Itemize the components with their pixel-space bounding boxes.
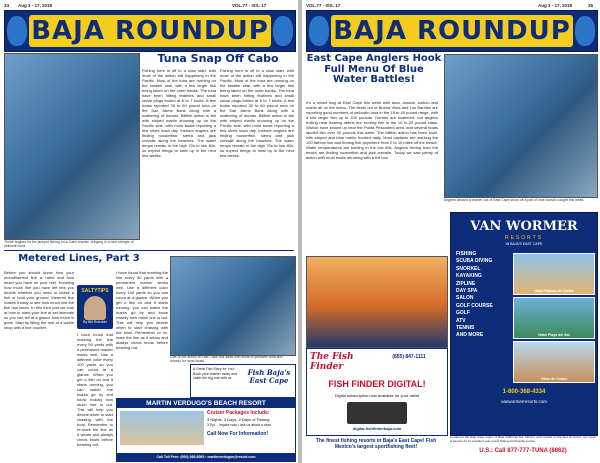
fish-finder-line: Digital subscription now available for your tablet (334, 393, 420, 398)
fish-finder-ad (306, 348, 448, 436)
charter-ad-line: catch the big one with us (193, 376, 232, 380)
fish-graphic (575, 16, 595, 46)
fish-graphic (309, 16, 329, 46)
activity-item: AND MORE (456, 332, 484, 339)
masthead-left (4, 10, 296, 52)
story-headline: Tuna Snap Off Cabo (157, 52, 279, 65)
activity-item: FISHING (456, 251, 477, 257)
author-badge (77, 285, 113, 329)
resort-photo (120, 411, 204, 445)
story-body-col1: Fishing here is off to a slow start, with most of the action still happening in the Pacific. Most of the tuna are running on the smaller side, with a few larger fish being taken on the outer banks. The tuna have been hitting feathers and small cedar plugs trolled at 6 to 7 knots. A few boats reported 30 to 60 pound tuna on the San Jaime Bank along with a scattering of dorado. Billfish action is fair with striped marlin showing up on the Pacific side, with most boats reporting a few shots each day. Inshore anglers are finding roosterfish, sierra and jack crevalle along the beaches. The water temps remain in the high 70s to low 80s, so expect things to heat up in the next few weeks. (142, 68, 216, 158)
story-headline: East Cape Anglers Hook Full Menu Of Blue Water Battles! (306, 53, 442, 85)
activity-item: SNORKEL (456, 265, 481, 272)
fish-finder-phone: (855) 847-1111 (392, 354, 426, 360)
martin-ad-detail: 3 Nights, 3 Days, 2 Days of Fishing (207, 417, 270, 422)
van-wormer-ad (450, 212, 598, 436)
activities-list (451, 251, 509, 340)
resort-tile (513, 341, 595, 383)
author-avatar (84, 296, 106, 320)
martin-ad-price: 3 Ppl. - inquire now • ask us about a deal (207, 423, 271, 427)
masthead-right (306, 10, 598, 52)
activity-item: TENNIS (456, 325, 475, 332)
divider (4, 250, 294, 251)
column-body-col2: I have found that marking the line every 50 yards with a permanent marker works well. Use a different color every 100 yards so you can count at a glance. When you get a fish on and it starts running, you can watch the marks go by and know exactly how much line is out. This will help you decide when to start chasing with the boat. Remember to re-mark the line as it wears and always check knots before heading out. (77, 332, 113, 447)
photo-caption: Lots of hot action at East Cape this week with limits of yellowfin tuna and dorado for most boats. (170, 355, 283, 364)
fish-finder-brand: The Fish Finder (310, 352, 354, 372)
left-page (0, 0, 298, 463)
charter-ad (190, 364, 296, 398)
van-wormer-tagline: IN BAJA'S EAST CAPE (505, 242, 543, 246)
martin-ad-cta: Call Now For Information! (207, 431, 269, 437)
photo-caption: Anglers aboard a charter out of East Cape show off a pair of nice dorado caught this week. (444, 198, 585, 202)
issue-date-right: Aug 3 - 17, 2018 (538, 3, 573, 8)
right-page (302, 0, 600, 463)
column-body-col1: Before you should know how your monofilament line is rated and how much you have on your reel. Knowing how much line you have left lets you decide whether you need to chase a fish or hold your ground. Metered line makes it easy to see how much line the fish has taken. In this third part we look at how to mark your line at set intervals so you can tell at a glance how much is gone. Start by filling the reel at a tackle shop with a line counter. (4, 270, 74, 330)
fish-finder-site: digital.fishfinderbaja.com (352, 426, 402, 431)
activity-item: ATV (456, 317, 466, 324)
masthead-logo: BAJA ROUNDUP (29, 15, 271, 47)
fish-finder-headline: FISH FINDER DIGITAL! (328, 379, 426, 389)
fish-graphic (7, 16, 27, 46)
martin-ad-footer: Call Toll Free: (800) 368-8083 • martinverdugos@resort.com (117, 453, 295, 461)
tuna-photo (4, 53, 140, 240)
author-badge-label: SALTYTIPS (81, 288, 109, 294)
van-wormer-website: vanwormerresorts.com (501, 399, 547, 404)
photo-caption: These anglers hit the jackpot fishing on a Cabo charter, bringing in a nice stringer of yellowfin tuna. (4, 240, 134, 249)
charter-ad-copy (193, 367, 245, 381)
van-wormer-brand: VAN WORMER (470, 219, 578, 234)
issue-date-left: Aug 3 - 17, 2018 (18, 3, 53, 8)
page-number-left: 34 (4, 3, 10, 8)
activity-item: DAY SPA (456, 288, 478, 295)
dorado-photo (444, 54, 598, 198)
martin-verdugo-ad (116, 398, 296, 462)
resort-label: Villas de Cortez (540, 377, 567, 381)
activity-item: SALON (456, 295, 474, 302)
footer-phone: U.S.: Call 877-777-TUNA (8862) (479, 448, 567, 454)
charter-ad-line: A Great Fish Story for You! (193, 367, 235, 371)
van-wormer-phone: 1-800-368-4334 (502, 389, 546, 395)
resort-label: Hotel Playa del Sol (538, 333, 570, 337)
charter-brand: Fish Baja's East Cape (247, 368, 291, 385)
resort-tile (513, 253, 595, 295)
volume-right: VOL.77 - ISS. 17 (306, 3, 341, 8)
author-name: By Bill Roecker (83, 320, 107, 324)
activity-item: ZIPLINE (456, 280, 476, 287)
story-body-col2: Fishing here is off to a slow start, with most of the action still happening in the Pacific. Most of the tuna are running on the smaller side, with a few larger fish being taken on the outer banks. The tuna have been hitting feathers and small cedar plugs trolled at 6 to 7 knots. A few boats reported 30 to 60 pound tuna on the San Jaime Bank along with a scattering of dorado. Billfish action is fair with striped marlin showing up on the Pacific side, with most boats reporting a few shots each day. Inshore anglers are finding roosterfish, sierra and jack crevalle along the beaches. The water temps remain in the high 70s to low 80s, so expect things to heat up in the next few weeks. (220, 68, 294, 158)
east-cape-photo (170, 256, 296, 356)
page-number-right: 35 (588, 3, 594, 8)
activity-item: GOLF COURSE (456, 302, 493, 309)
masthead-logo: BAJA ROUNDUP (331, 15, 573, 47)
ad-fishing-photo (306, 256, 448, 348)
activity-item: GOLF (456, 310, 470, 317)
charter-ad-line: Book your charter today and (193, 371, 237, 376)
footer-text: Located in the East Cape region of Baja California Sur, Mexico, and nestled on the Sea of Cortez, our resort is famous for its excellent year-round fishing and friendly service. (450, 436, 596, 443)
martin-ad-subtitle: Cruiser Packages Include: (207, 410, 270, 416)
activity-item: KAYAKING (456, 273, 482, 280)
fish-graphic (273, 16, 293, 46)
column-title: Metered Lines, Part 3 (18, 253, 140, 264)
van-wormer-subtitle: RESORTS (504, 235, 544, 241)
resort-label: Hotel Palmas de Cortez (534, 289, 574, 293)
footer-slogan: The finest fishing resorts in Baja's East Cape! Fish Mexico's largest sportfishing fleet! (315, 438, 437, 450)
activity-item: SCUBA DIVING (456, 258, 493, 265)
resort-tile (513, 297, 595, 339)
tablet-graphic (347, 402, 407, 424)
volume-left: VOL.77 - ISS. 17 (232, 3, 267, 8)
column-body-col3: I have found that marking the line every 50 yards with a permanent marker works well. Use a different color every 100 yards so you can count at a glance. When you get a fish on and it starts running, you can watch the marks go by and know exactly how much line is out. This will help you decide when to start chasing with the boat. Remember to re-mark the line as it wears and always check knots before heading out. (116, 270, 168, 350)
martin-ad-title: MARTIN VERDUGO'S BEACH RESORT (117, 399, 295, 408)
story-body: It's a mixed bag at East Cape this week with tuna, dorado, wahoo and marlin all on the menu. The fleets out of Buena Vista and Los Barriles are reporting good numbers of yellowfin tuna in the 15 to 40 pound range, with a few larger fish up to 100 pounds. Dorado are scattered, but anglers trolling near floating debris are scoring fish in the 10 to 25 pound class. Wahoo have shown up near the Punta Pescadero area, and several boats landed fish over 40 pounds this week. The billfish action has been solid, with striped and blue marlin hooked daily. Most captains are working the 100 fathom line and finding fish anywhere from 2 to 10 miles off the beach. Water temperatures are holding in the low 80s. Anglers fishing from the beach are finding roosterfish and jack crevalle. Today we saw plenty of action with most boats returning with a full box. (306, 100, 438, 160)
